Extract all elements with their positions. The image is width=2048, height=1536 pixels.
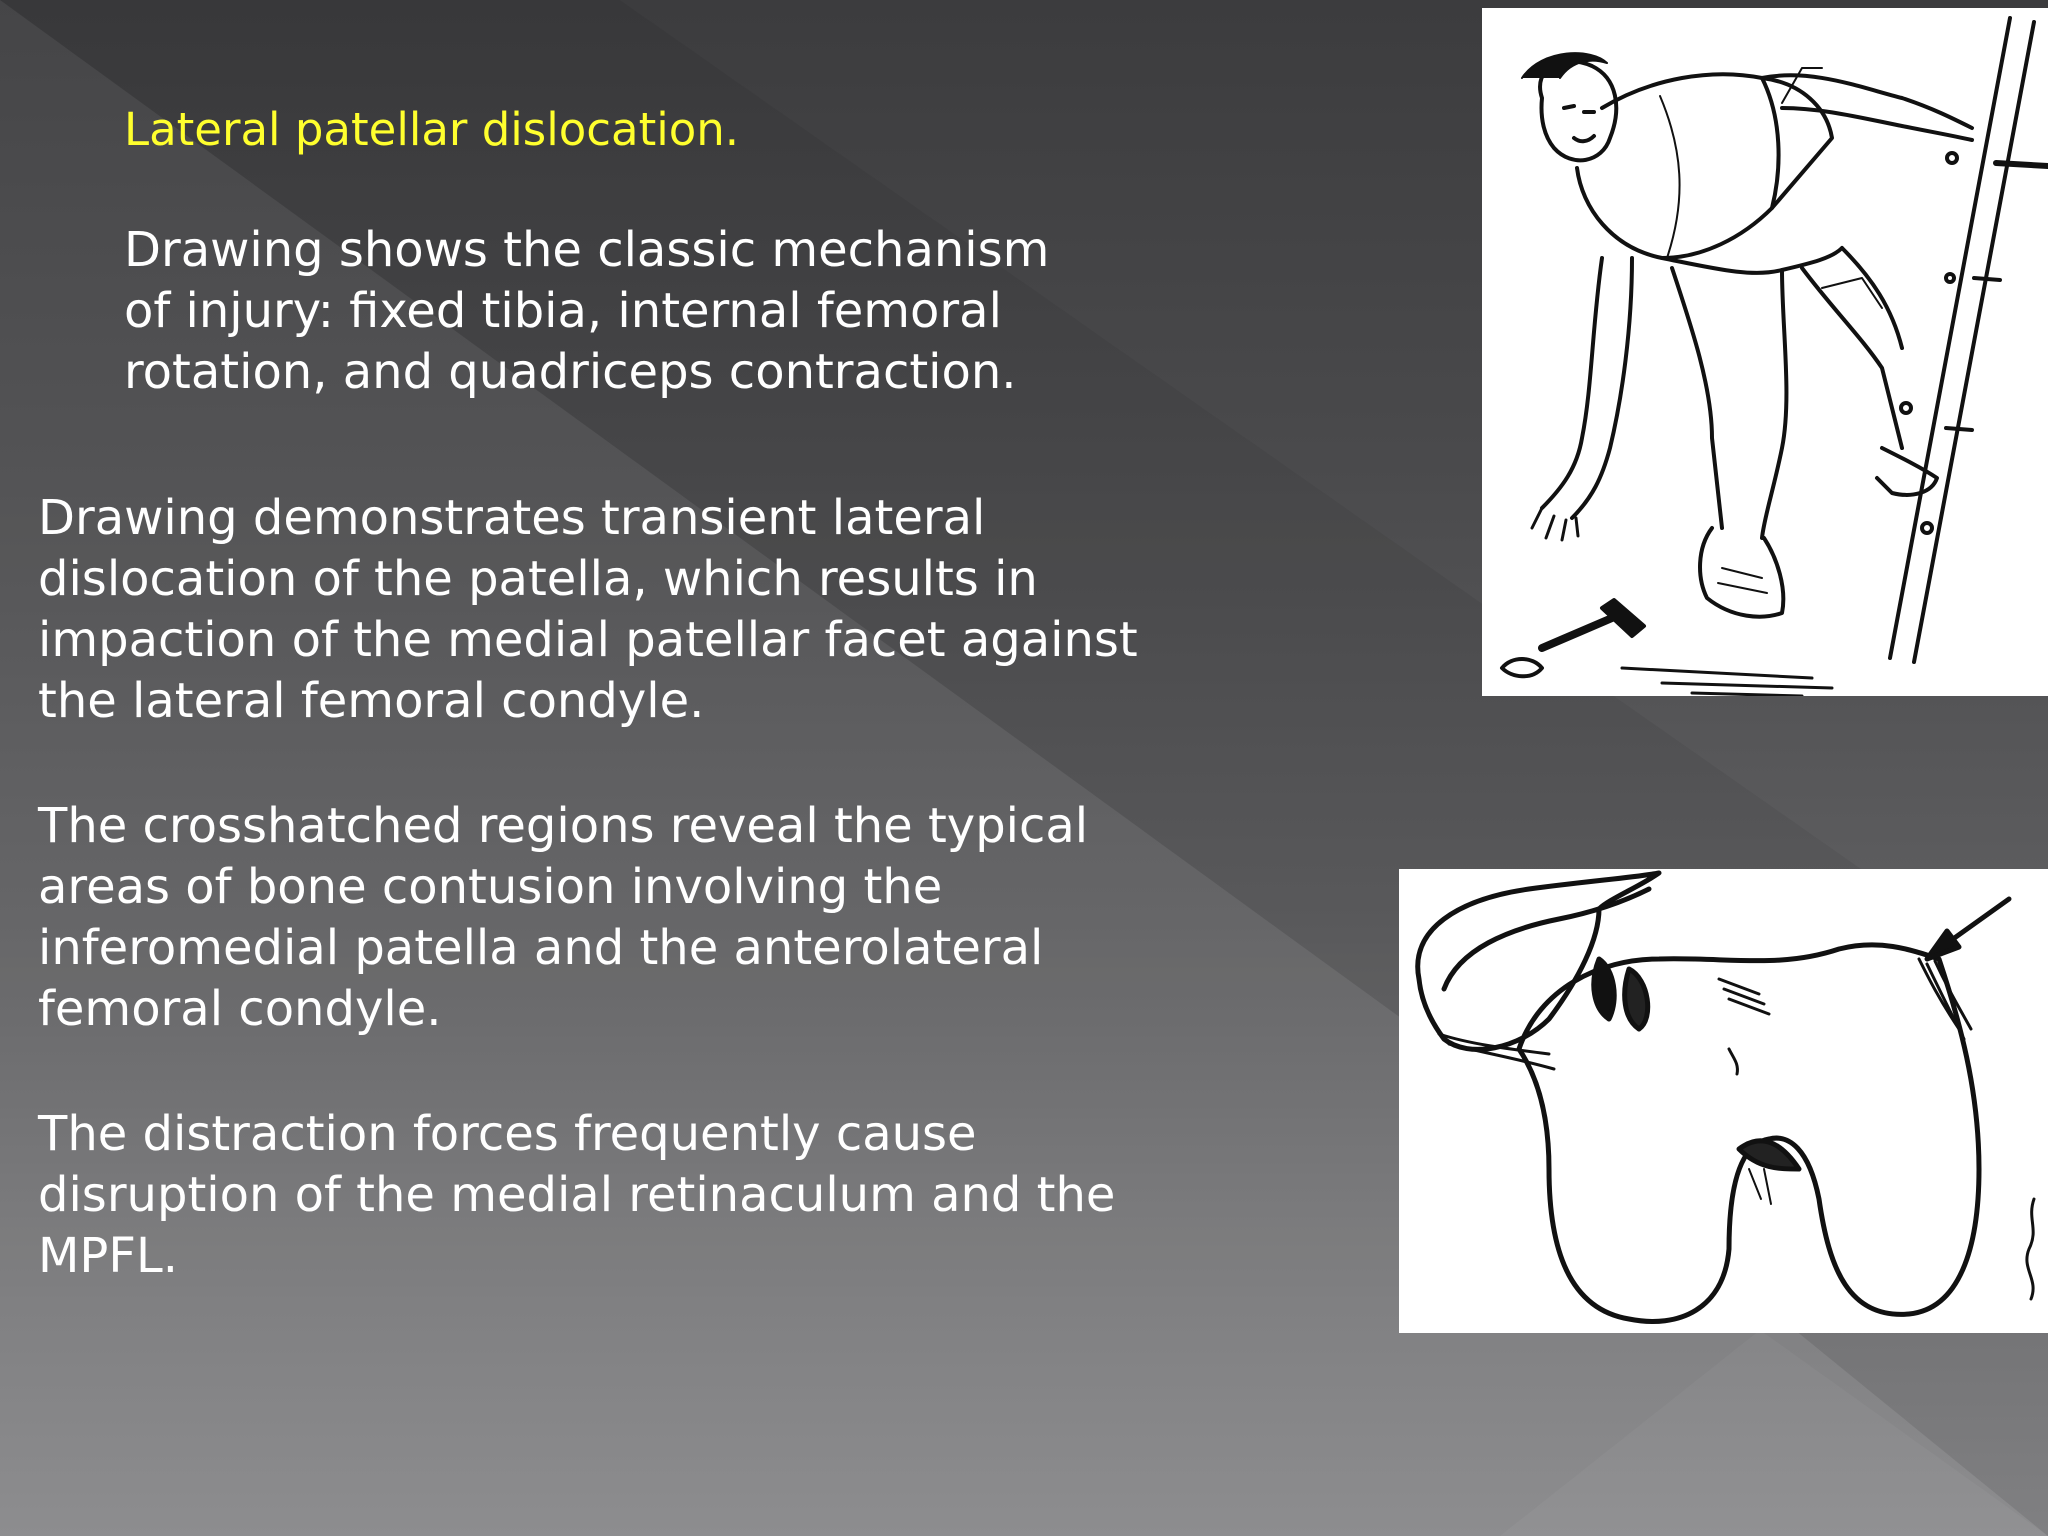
paragraph-distraction bbox=[38, 1104, 1238, 1287]
text-line: MPFL. bbox=[38, 1228, 178, 1284]
knee-anatomy-figure bbox=[1399, 869, 2048, 1333]
injury-mechanism-figure bbox=[1482, 8, 2048, 696]
text-line: The distraction forces frequently cause bbox=[38, 1106, 977, 1162]
slide-title: Lateral patellar dislocation. bbox=[124, 103, 740, 156]
text-line: inferomedial patella and the anterolateral bbox=[38, 920, 1044, 976]
text-line: areas of bone contusion involving the bbox=[38, 859, 943, 915]
paragraph-dislocation bbox=[38, 488, 1238, 732]
paragraph-contusion bbox=[38, 796, 1238, 1040]
femoral-condyle-illustration bbox=[1399, 869, 2048, 1333]
text-line: the lateral femoral condyle. bbox=[38, 673, 705, 729]
text-line: The crosshatched regions reveal the typical bbox=[38, 798, 1089, 854]
text-line: rotation, and quadriceps contraction. bbox=[124, 344, 1017, 400]
text-line: Drawing shows the classic mechanism bbox=[124, 222, 1050, 278]
text-line: dislocation of the patella, which results in bbox=[38, 551, 1038, 607]
text-line: disruption of the medial retinaculum and the bbox=[38, 1167, 1116, 1223]
paragraph-mechanism bbox=[124, 220, 1124, 403]
text-line: impaction of the medial patellar facet against bbox=[38, 612, 1138, 668]
text-line: femoral condyle. bbox=[38, 981, 442, 1037]
text-line: Drawing demonstrates transient lateral bbox=[38, 490, 986, 546]
text-line: of injury: fixed tibia, internal femoral bbox=[124, 283, 1002, 339]
ladder-fall-illustration bbox=[1482, 8, 2048, 696]
